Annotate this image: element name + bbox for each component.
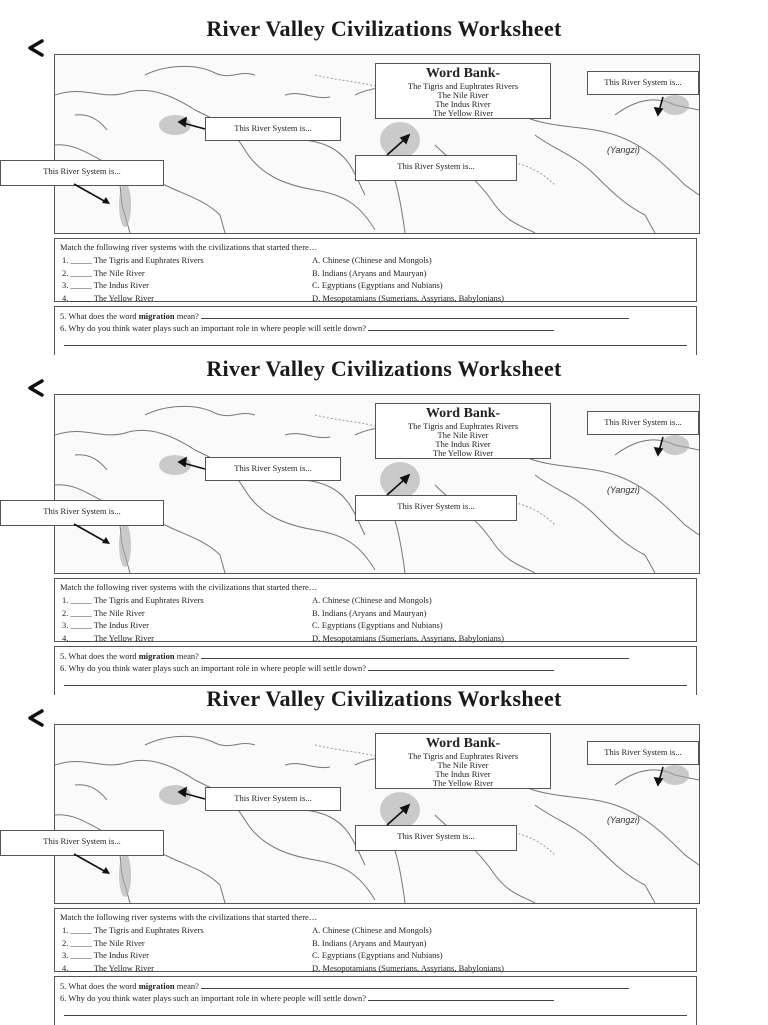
callout-arrow-left [70, 850, 150, 890]
civilization-item: B. Indians (Aryans and Mauryan) [312, 937, 427, 948]
river-item[interactable]: 3. _____ The Indus River [62, 280, 149, 290]
word-bank-item: The Tigris and Euphrates Rivers [407, 421, 519, 431]
river-item[interactable]: 2. _____ The Nile River [62, 267, 145, 278]
civilization-item: A. Chinese (Chinese and Mongols) [312, 925, 432, 935]
answer-line[interactable] [64, 334, 687, 346]
world-map [54, 724, 700, 904]
word-bank-item: The Yellow River [432, 778, 494, 788]
word-bank [375, 403, 551, 459]
question-5: 5. What does the word migration mean? [60, 650, 691, 662]
callout-box[interactable]: This River System is... [205, 457, 341, 481]
word-bank-item: The Nile River [437, 430, 489, 440]
answer-line[interactable] [201, 650, 629, 659]
worksheet-title: River Valley Civilizations Worksheet [206, 16, 562, 41]
answer-line[interactable] [368, 322, 554, 331]
word-bank-item: The Yellow River [432, 448, 494, 458]
matching-instructions: Match the following river systems with the civilizations that started there… [60, 582, 318, 592]
migration-term: migration [138, 651, 175, 661]
civilization-item: B. Indians (Aryans and Mauryan) [312, 267, 427, 278]
civilization-item: B. Indians (Aryans and Mauryan) [312, 607, 427, 618]
question-6: 6. Why do you think water plays such an important role in where people will settle down? [60, 322, 691, 334]
questions-section [54, 976, 697, 1025]
word-bank-item: The Tigris and Euphrates Rivers [407, 751, 519, 761]
civilization-item: D. Mesopotamians (Sumerians, Assyrians, Babylonians) [312, 962, 504, 973]
answer-line[interactable] [201, 310, 629, 319]
world-map [54, 54, 700, 234]
questions-section [54, 306, 697, 355]
civilization-item: C. Egyptians (Egyptians and Nubians) [312, 280, 443, 290]
river-item[interactable]: 3. _____ The Indus River [62, 620, 149, 630]
matching-instructions: Match the following river systems with the civilizations that started there… [60, 912, 318, 922]
callout-box[interactable]: This River System is... [205, 787, 341, 811]
civilization-item: D. Mesopotamians (Sumerians, Assyrians, Babylonians) [312, 292, 504, 303]
river-item[interactable]: 1. _____ The Tigris and Euphrates Rivers [62, 925, 204, 935]
yangzi-label: (Yangzi) [607, 815, 640, 825]
civilization-item: C. Egyptians (Egyptians and Nubians) [312, 620, 443, 630]
word-bank-item: The Nile River [437, 760, 489, 770]
callout-box-left[interactable]: This River System is... [0, 830, 164, 856]
question-5: 5. What does the word migration mean? [60, 310, 691, 322]
word-bank-item: The Yellow River [432, 108, 494, 118]
answer-line[interactable] [368, 992, 554, 1001]
word-bank-title: Word Bank- [425, 736, 501, 751]
matching-section [54, 908, 697, 972]
word-bank-item: The Tigris and Euphrates Rivers [407, 81, 519, 91]
river-item[interactable]: 4. _____ The Yellow River [62, 292, 154, 303]
answer-line[interactable] [201, 980, 629, 989]
matching-section [54, 578, 697, 642]
word-bank-item: The Indus River [435, 769, 491, 779]
answer-line[interactable] [64, 1004, 687, 1016]
word-bank-item: The Nile River [437, 90, 489, 100]
matching-instructions: Match the following river systems with the civilizations that started there… [60, 242, 318, 252]
civilization-item: A. Chinese (Chinese and Mongols) [312, 595, 432, 605]
worksheet-title: River Valley Civilizations Worksheet [206, 686, 562, 711]
matching-section [54, 238, 697, 302]
river-item[interactable]: 4. _____ The Yellow River [62, 962, 154, 973]
worksheet-copy [0, 684, 768, 1025]
yangzi-label: (Yangzi) [607, 145, 640, 155]
question-5: 5. What does the word migration mean? [60, 980, 691, 992]
callout-arrow-left [70, 520, 150, 560]
worksheet-copy [0, 14, 768, 355]
civilization-item: D. Mesopotamians (Sumerians, Assyrians, Babylonians) [312, 632, 504, 643]
callout-box[interactable]: This River System is... [355, 155, 517, 181]
chevron-left-icon[interactable] [22, 36, 52, 60]
callout-box-left[interactable]: This River System is... [0, 160, 164, 186]
river-item[interactable]: 4. _____ The Yellow River [62, 632, 154, 643]
chevron-left-icon[interactable] [22, 376, 52, 400]
river-item[interactable]: 2. _____ The Nile River [62, 607, 145, 618]
worksheet-copy [0, 354, 768, 695]
callout-box[interactable]: This River System is... [587, 741, 699, 765]
word-bank-item: The Indus River [435, 99, 491, 109]
callout-box[interactable]: This River System is... [587, 71, 699, 95]
question-6: 6. Why do you think water plays such an important role in where people will settle down? [60, 992, 691, 1004]
civilization-item: A. Chinese (Chinese and Mongols) [312, 255, 432, 265]
word-bank-title: Word Bank- [425, 406, 501, 421]
word-bank-item: The Indus River [435, 439, 491, 449]
river-item[interactable]: 3. _____ The Indus River [62, 950, 149, 960]
world-map [54, 394, 700, 574]
worksheet-title: River Valley Civilizations Worksheet [206, 356, 562, 381]
river-item[interactable]: 2. _____ The Nile River [62, 937, 145, 948]
callout-box[interactable]: This River System is... [205, 117, 341, 141]
word-bank [375, 63, 551, 119]
callout-box-left[interactable]: This River System is... [0, 500, 164, 526]
river-item[interactable]: 1. _____ The Tigris and Euphrates Rivers [62, 595, 204, 605]
callout-box[interactable]: This River System is... [355, 825, 517, 851]
migration-term: migration [138, 311, 175, 321]
river-item[interactable]: 1. _____ The Tigris and Euphrates Rivers [62, 255, 204, 265]
yangzi-label: (Yangzi) [607, 485, 640, 495]
chevron-left-icon[interactable] [22, 706, 52, 730]
callout-box[interactable]: This River System is... [587, 411, 699, 435]
migration-term: migration [138, 981, 175, 991]
callout-box[interactable]: This River System is... [355, 495, 517, 521]
question-6: 6. Why do you think water plays such an important role in where people will settle down? [60, 662, 691, 674]
word-bank-title: Word Bank- [425, 66, 501, 81]
callout-arrow-left [70, 180, 150, 220]
answer-line[interactable] [368, 662, 554, 671]
civilization-item: C. Egyptians (Egyptians and Nubians) [312, 950, 443, 960]
word-bank [375, 733, 551, 789]
